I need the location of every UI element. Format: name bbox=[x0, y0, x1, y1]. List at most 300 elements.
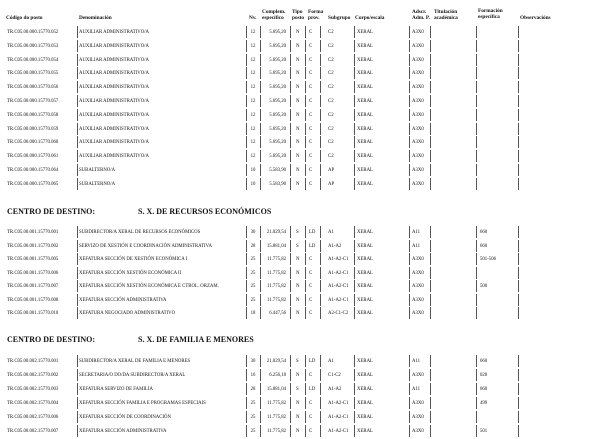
column-divider bbox=[354, 383, 355, 395]
cell-complemento: 5.695,20 bbox=[269, 43, 286, 49]
column-divider bbox=[518, 280, 519, 292]
column-divider bbox=[354, 294, 355, 306]
cell-code: TR.C05.00.002.15770.007 bbox=[7, 429, 59, 434]
column-divider bbox=[77, 95, 78, 107]
header-formacion-1: Formación bbox=[478, 8, 503, 14]
cell-denominacion: SUBDIRECTOR/A XERAL DE FAMILIA E MENORES bbox=[79, 359, 191, 364]
column-divider bbox=[518, 81, 519, 93]
column-divider bbox=[305, 307, 306, 319]
column-divider bbox=[260, 411, 261, 423]
column-divider bbox=[518, 267, 519, 279]
cell-denominacion: AUXILIAR ADMINISTRATIVO/A bbox=[79, 112, 149, 118]
column-divider bbox=[409, 397, 410, 409]
cell-corpo: XERAL bbox=[357, 126, 373, 132]
table-row bbox=[0, 411, 615, 423]
column-divider bbox=[430, 307, 431, 319]
cell-adscricion: A3X0 bbox=[412, 415, 424, 420]
cell-forma: C bbox=[309, 71, 313, 77]
column-divider bbox=[77, 425, 78, 437]
column-divider bbox=[476, 240, 477, 252]
cell-adscricion: A3X0 bbox=[412, 270, 424, 276]
cell-denominacion: XEFATURA SECCIÓN ADMINISTRATIVA bbox=[79, 429, 167, 434]
table-row bbox=[0, 26, 615, 38]
cell-adscricion: A3X0 bbox=[412, 57, 424, 63]
table-row bbox=[0, 67, 615, 79]
column-divider bbox=[518, 383, 519, 395]
cell-adscricion: A3X0 bbox=[412, 284, 424, 289]
cell-subgrupo: A1-A2-C1 bbox=[328, 429, 349, 434]
cell-code: TR.C05.00.000.15770.061 bbox=[7, 154, 59, 160]
column-divider bbox=[518, 307, 519, 319]
column-divider bbox=[290, 240, 291, 252]
cell-nivel: 10 bbox=[250, 168, 256, 173]
cell-denominacion: AUXILIAR ADMINISTRATIVO/A bbox=[79, 154, 149, 160]
column-divider bbox=[430, 240, 431, 252]
cell-tipo: N bbox=[296, 85, 300, 91]
cell-corpo: XERAL bbox=[357, 373, 373, 378]
column-divider bbox=[246, 267, 247, 279]
column-divider bbox=[354, 425, 355, 437]
column-divider bbox=[354, 95, 355, 107]
column-divider bbox=[305, 280, 306, 292]
column-divider bbox=[305, 294, 306, 306]
column-divider bbox=[290, 425, 291, 437]
cell-adscricion: A3X0 bbox=[412, 154, 424, 160]
cell-corpo: XERAL bbox=[357, 429, 373, 434]
column-divider bbox=[518, 355, 519, 367]
column-divider bbox=[246, 123, 247, 135]
column-divider bbox=[77, 164, 78, 176]
column-divider bbox=[77, 253, 78, 265]
column-divider bbox=[518, 40, 519, 52]
cell-corpo: XERAL bbox=[357, 168, 373, 173]
column-divider bbox=[246, 150, 247, 162]
column-divider bbox=[246, 164, 247, 176]
column-divider bbox=[290, 267, 291, 279]
cell-corpo: XERAL bbox=[357, 387, 373, 392]
cell-subgrupo: A1-A2 bbox=[328, 243, 342, 249]
column-divider bbox=[290, 178, 291, 190]
column-divider bbox=[305, 411, 306, 423]
column-divider bbox=[430, 26, 431, 38]
column-divider bbox=[409, 253, 410, 265]
column-divider bbox=[409, 178, 410, 190]
column-divider bbox=[476, 253, 477, 265]
cell-nivel: 12 bbox=[250, 154, 256, 160]
cell-forma: C bbox=[309, 311, 313, 316]
column-divider bbox=[320, 383, 321, 395]
column-divider bbox=[77, 40, 78, 52]
column-divider bbox=[290, 294, 291, 306]
column-divider bbox=[305, 383, 306, 395]
cell-complemento: 6.447,56 bbox=[269, 311, 286, 316]
cell-subgrupo: A1-A2-C1 bbox=[328, 415, 349, 420]
cell-corpo: XERAL bbox=[357, 30, 373, 35]
cell-corpo: XERAL bbox=[357, 297, 373, 303]
column-divider bbox=[354, 40, 355, 52]
cell-adscricion: A3X0 bbox=[412, 181, 424, 187]
table-row bbox=[0, 240, 615, 252]
column-divider bbox=[476, 226, 477, 238]
header-adscricion-2: Adm. P. bbox=[412, 15, 430, 21]
cell-code: TR.C05.00.000.15770.058 bbox=[7, 112, 59, 118]
cell-code: TR.C05.00.000.15770.064 bbox=[7, 168, 59, 173]
column-divider bbox=[518, 109, 519, 121]
column-divider bbox=[430, 123, 431, 135]
cell-corpo: XERAL bbox=[357, 415, 373, 420]
cell-adscricion: A3X0 bbox=[412, 401, 424, 406]
cell-forma: C bbox=[309, 429, 313, 434]
column-divider bbox=[430, 267, 431, 279]
column-divider bbox=[518, 95, 519, 107]
cell-nivel: 12 bbox=[250, 30, 256, 35]
table-row bbox=[0, 294, 615, 306]
column-divider bbox=[246, 81, 247, 93]
cell-code: TR.C05.00.001.15770.006 bbox=[7, 270, 59, 276]
column-divider bbox=[409, 383, 410, 395]
column-divider bbox=[305, 95, 306, 107]
column-divider bbox=[430, 136, 431, 148]
column-divider bbox=[260, 280, 261, 292]
column-divider bbox=[518, 178, 519, 190]
column-divider bbox=[430, 253, 431, 265]
cell-complemento: 15.881,04 bbox=[266, 387, 286, 392]
column-divider bbox=[246, 240, 247, 252]
section-name: S. X. DE FAMILIA E MENORES bbox=[138, 335, 254, 344]
column-divider bbox=[290, 81, 291, 93]
column-divider bbox=[246, 280, 247, 292]
cell-formacion: 660 bbox=[480, 387, 488, 392]
column-divider bbox=[290, 136, 291, 148]
column-divider bbox=[260, 178, 261, 190]
column-divider bbox=[409, 369, 410, 381]
column-divider bbox=[320, 136, 321, 148]
column-divider bbox=[290, 226, 291, 238]
cell-formacion: 660 bbox=[480, 230, 488, 235]
cell-adscricion: A3X0 bbox=[412, 373, 424, 378]
column-divider bbox=[409, 54, 410, 66]
table-row bbox=[0, 253, 615, 265]
cell-forma: C bbox=[309, 43, 313, 49]
cell-corpo: XERAL bbox=[357, 71, 373, 77]
cell-corpo: XERAL bbox=[357, 257, 373, 262]
cell-subgrupo: A1-A2-C1 bbox=[328, 257, 349, 262]
column-divider bbox=[246, 40, 247, 52]
column-divider bbox=[320, 425, 321, 437]
cell-subgrupo: A1-A2-C1 bbox=[328, 297, 349, 303]
cell-code: TR.C05.00.001.15770.001 bbox=[7, 230, 59, 235]
column-divider bbox=[290, 383, 291, 395]
column-divider bbox=[409, 109, 410, 121]
section-label: CENTRO DE DESTINO: bbox=[7, 335, 96, 344]
column-divider bbox=[476, 164, 477, 176]
header-nivel: Nv. bbox=[249, 15, 257, 21]
column-divider bbox=[518, 425, 519, 437]
column-divider bbox=[430, 397, 431, 409]
cell-tipo: N bbox=[296, 126, 300, 132]
cell-forma: LD bbox=[309, 243, 316, 249]
cell-code: TR.C05.00.002.15770.003 bbox=[7, 387, 59, 392]
column-divider bbox=[305, 355, 306, 367]
cell-tipo: N bbox=[296, 30, 300, 35]
cell-nivel: 12 bbox=[250, 71, 256, 77]
column-divider bbox=[260, 240, 261, 252]
header-tipo-2: posto bbox=[292, 15, 305, 21]
cell-subgrupo: C2 bbox=[328, 154, 334, 160]
cell-complemento: 5.695,20 bbox=[269, 112, 286, 118]
cell-corpo: XERAL bbox=[357, 112, 373, 118]
column-divider bbox=[290, 253, 291, 265]
column-divider bbox=[305, 54, 306, 66]
column-divider bbox=[320, 355, 321, 367]
column-divider bbox=[354, 26, 355, 38]
column-divider bbox=[430, 411, 431, 423]
column-divider bbox=[77, 123, 78, 135]
column-divider bbox=[305, 369, 306, 381]
column-divider bbox=[476, 109, 477, 121]
cell-complemento: 5.695,20 bbox=[269, 57, 286, 63]
cell-denominacion: XEFATURA SECCIÓN DE XESTIÓN ECONÓMICA I bbox=[79, 257, 188, 262]
table-row bbox=[0, 280, 615, 292]
cell-adscricion: A3X0 bbox=[412, 30, 424, 35]
cell-formacion: 020 bbox=[480, 373, 488, 378]
column-divider bbox=[430, 226, 431, 238]
cell-denominacion: XEFATURA SECCIÓN XESTIÓN ECONÓMICA II bbox=[79, 270, 182, 276]
column-divider bbox=[290, 109, 291, 121]
column-divider bbox=[320, 54, 321, 66]
column-divider bbox=[409, 411, 410, 423]
column-divider bbox=[476, 280, 477, 292]
column-divider bbox=[77, 355, 78, 367]
cell-forma: LD bbox=[309, 359, 316, 364]
header-tipo-1: Tipo bbox=[292, 9, 303, 15]
cell-subgrupo: C2 bbox=[328, 43, 334, 49]
column-divider bbox=[260, 355, 261, 367]
table-row bbox=[0, 109, 615, 121]
cell-nivel: 12 bbox=[250, 57, 256, 63]
section-title bbox=[7, 335, 254, 344]
cell-tipo: S bbox=[296, 359, 299, 364]
cell-denominacion: AUXILIAR ADMINISTRATIVO/A bbox=[79, 85, 149, 91]
column-divider bbox=[409, 425, 410, 437]
cell-nivel: 30 bbox=[250, 230, 256, 235]
cell-complemento: 15.881,04 bbox=[266, 243, 286, 249]
column-divider bbox=[518, 123, 519, 135]
cell-complemento: 5.695,20 bbox=[269, 30, 286, 35]
column-divider bbox=[305, 67, 306, 79]
column-divider bbox=[476, 267, 477, 279]
cell-corpo: XERAL bbox=[357, 99, 373, 104]
column-divider bbox=[354, 355, 355, 367]
header-forma-2: prov. bbox=[308, 15, 320, 21]
column-divider bbox=[409, 150, 410, 162]
column-divider bbox=[260, 40, 261, 52]
cell-denominacion: XEFATURA SECCIÓN ADMINISTRATIVA bbox=[79, 297, 167, 303]
column-divider bbox=[476, 307, 477, 319]
cell-formacion: 660 bbox=[480, 359, 488, 364]
cell-denominacion: AUXILIAR ADMINISTRATIVO/A bbox=[79, 57, 149, 63]
cell-complemento: 5.695,20 bbox=[269, 154, 286, 160]
column-divider bbox=[320, 369, 321, 381]
column-divider bbox=[518, 136, 519, 148]
cell-forma: C bbox=[309, 154, 313, 160]
cell-nivel: 12 bbox=[250, 126, 256, 132]
column-divider bbox=[290, 307, 291, 319]
column-divider bbox=[320, 240, 321, 252]
column-divider bbox=[409, 81, 410, 93]
cell-complemento: 5.695,20 bbox=[269, 140, 286, 146]
cell-subgrupo: AP bbox=[328, 181, 335, 187]
cell-complemento: 11.775,82 bbox=[266, 270, 286, 276]
column-divider bbox=[320, 81, 321, 93]
header-adscricion-1: Adscr. bbox=[412, 9, 427, 15]
cell-forma: C bbox=[309, 284, 313, 289]
cell-adscricion: A11 bbox=[412, 230, 421, 235]
column-divider bbox=[260, 150, 261, 162]
column-divider bbox=[430, 355, 431, 367]
column-divider bbox=[260, 136, 261, 148]
column-divider bbox=[430, 40, 431, 52]
column-divider bbox=[260, 81, 261, 93]
cell-subgrupo: C1-C2 bbox=[328, 373, 341, 378]
cell-forma: C bbox=[309, 401, 313, 406]
cell-complemento: 5.695,20 bbox=[269, 85, 286, 91]
column-divider bbox=[430, 425, 431, 437]
header-subgrupo: Subgrupo bbox=[328, 15, 351, 21]
column-divider bbox=[354, 397, 355, 409]
cell-tipo: N bbox=[296, 373, 300, 378]
cell-denominacion: XEFATURA SERVIZO DE FAMILIA bbox=[79, 387, 153, 392]
column-divider bbox=[430, 294, 431, 306]
section-label: CENTRO DE DESTINO: bbox=[7, 207, 96, 216]
cell-denominacion: SECRETARIA/O DO/DA SUBDIRECTOR/A XERAL bbox=[79, 373, 186, 378]
cell-code: TR.C05.00.000.15770.053 bbox=[7, 43, 59, 49]
cell-denominacion: XEFATURA SECCIÓN DE COORDINACIÓN bbox=[79, 415, 171, 420]
column-divider bbox=[354, 67, 355, 79]
cell-complemento: 5.583,90 bbox=[269, 181, 286, 187]
column-divider bbox=[246, 383, 247, 395]
column-divider bbox=[77, 397, 78, 409]
cell-subgrupo: A1-A2 bbox=[328, 387, 342, 392]
cell-nivel: 25 bbox=[250, 270, 256, 276]
cell-tipo: N bbox=[296, 284, 300, 289]
cell-complemento: 21.029,54 bbox=[266, 230, 286, 235]
column-divider bbox=[476, 123, 477, 135]
cell-forma: C bbox=[309, 168, 313, 173]
column-divider bbox=[77, 109, 78, 121]
cell-subgrupo: C2 bbox=[328, 71, 334, 77]
column-divider bbox=[320, 397, 321, 409]
cell-adscricion: A3X0 bbox=[412, 71, 424, 77]
cell-nivel: 25 bbox=[250, 284, 256, 289]
column-divider bbox=[409, 67, 410, 79]
column-divider bbox=[354, 226, 355, 238]
column-divider bbox=[77, 240, 78, 252]
cell-nivel: 25 bbox=[250, 257, 256, 262]
column-divider bbox=[518, 411, 519, 423]
column-divider bbox=[77, 226, 78, 238]
column-divider bbox=[476, 411, 477, 423]
cell-nivel: 18 bbox=[250, 311, 256, 316]
cell-nivel: 12 bbox=[250, 43, 256, 49]
header-titulacion-1: Titulación bbox=[434, 9, 458, 15]
cell-adscricion: A3X0 bbox=[412, 126, 424, 132]
column-divider bbox=[246, 397, 247, 409]
cell-subgrupo: AP bbox=[328, 168, 335, 173]
cell-subgrupo: C2 bbox=[328, 85, 334, 91]
column-divider bbox=[290, 40, 291, 52]
cell-denominacion: SUBALTERNO/A bbox=[79, 181, 116, 187]
column-divider bbox=[77, 383, 78, 395]
column-divider bbox=[260, 164, 261, 176]
column-divider bbox=[320, 109, 321, 121]
column-divider bbox=[476, 355, 477, 367]
column-divider bbox=[476, 26, 477, 38]
cell-denominacion: AUXILIAR ADMINISTRATIVO/A bbox=[79, 126, 149, 132]
column-divider bbox=[354, 280, 355, 292]
cell-forma: C bbox=[309, 257, 313, 262]
table-row bbox=[0, 369, 615, 381]
column-divider bbox=[246, 425, 247, 437]
column-divider bbox=[518, 294, 519, 306]
cell-code: TR.C05.00.000.15770.060 bbox=[7, 140, 59, 146]
column-divider bbox=[246, 411, 247, 423]
cell-denominacion: XEFATURA SECCIÓN FAMILIA E PROGRAMAS ESPECIAIS bbox=[79, 401, 206, 406]
column-divider bbox=[476, 54, 477, 66]
cell-adscricion: A3X0 bbox=[412, 99, 424, 104]
cell-complemento: 11.775,82 bbox=[266, 415, 286, 420]
cell-tipo: N bbox=[296, 140, 300, 146]
column-divider bbox=[476, 425, 477, 437]
column-divider bbox=[409, 355, 410, 367]
cell-complemento: 5.695,20 bbox=[269, 126, 286, 132]
cell-nivel: 25 bbox=[250, 401, 256, 406]
table-row bbox=[0, 81, 615, 93]
cell-tipo: S bbox=[296, 230, 299, 235]
column-divider bbox=[430, 54, 431, 66]
cell-denominacion: AUXILIAR ADMINISTRATIVO/A bbox=[79, 140, 149, 146]
table-row bbox=[0, 164, 615, 176]
table-row bbox=[0, 355, 615, 367]
column-divider bbox=[290, 123, 291, 135]
table-row bbox=[0, 95, 615, 107]
column-divider bbox=[290, 67, 291, 79]
cell-adscricion: A3X0 bbox=[412, 140, 424, 146]
column-divider bbox=[305, 240, 306, 252]
table-row bbox=[0, 54, 615, 66]
cell-tipo: N bbox=[296, 401, 300, 406]
column-divider bbox=[290, 397, 291, 409]
column-divider bbox=[409, 307, 410, 319]
table-row bbox=[0, 123, 615, 135]
cell-code: TR.C05.00.001.15770.008 bbox=[7, 297, 59, 303]
column-divider bbox=[77, 136, 78, 148]
column-divider bbox=[77, 150, 78, 162]
column-divider bbox=[430, 178, 431, 190]
cell-tipo: N bbox=[296, 429, 300, 434]
cell-subgrupo: A2-C1-C2 bbox=[328, 311, 349, 316]
cell-subgrupo: C2 bbox=[328, 30, 334, 35]
column-divider bbox=[246, 26, 247, 38]
cell-subgrupo: C2 bbox=[328, 126, 334, 132]
column-divider bbox=[409, 294, 410, 306]
column-divider bbox=[320, 26, 321, 38]
cell-denominacion: XEFATURA NEGOCIADO ADMINISTRATIVO bbox=[79, 311, 176, 316]
column-divider bbox=[476, 397, 477, 409]
column-divider bbox=[290, 26, 291, 38]
column-divider bbox=[77, 178, 78, 190]
column-divider bbox=[260, 267, 261, 279]
